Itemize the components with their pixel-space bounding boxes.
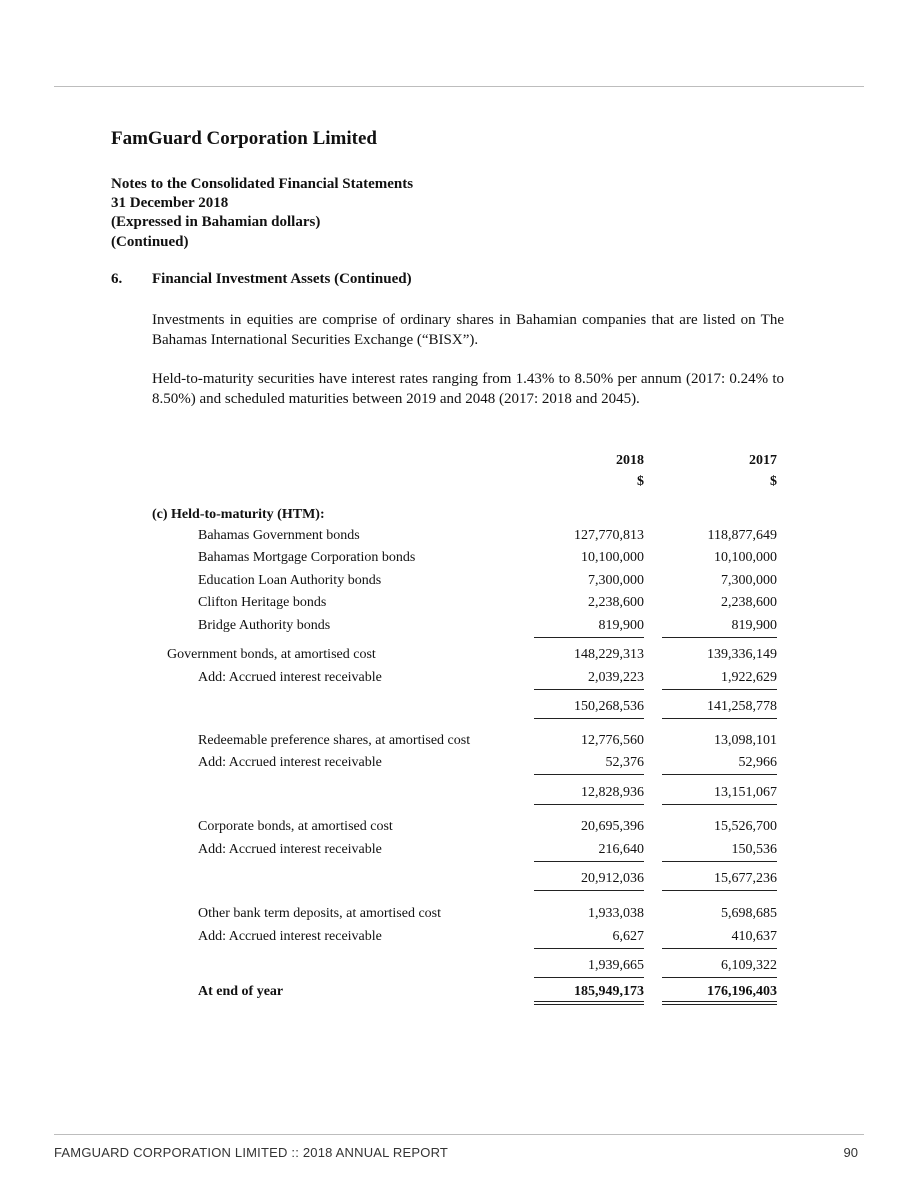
row-label: Education Loan Authority bonds xyxy=(198,573,382,588)
subtotal-underline xyxy=(662,861,777,862)
subtotal-underline xyxy=(534,861,644,862)
row-label: Bridge Authority bonds xyxy=(198,618,331,633)
row-value-2017: 2,238,600 xyxy=(721,595,777,610)
row-value-2017: 13,151,067 xyxy=(714,785,777,800)
row-value-2018: 6,627 xyxy=(612,929,644,944)
row-value-2018: 2,039,223 xyxy=(588,670,644,685)
subtotal-underline xyxy=(534,977,644,978)
row-label: Corporate bonds, at amortised cost xyxy=(198,819,393,834)
row-value-2017: 819,900 xyxy=(731,618,777,633)
paragraph-htm-rates: Held-to-maturity securities have interest rates ranging from 1.43% to 8.50% per annum (2017: 0.24% to 8.50%) and scheduled maturities between 2019 and 2048 (2017: 2018 and 2045). xyxy=(152,371,784,407)
row-label: Add: Accrued interest receivable xyxy=(198,929,382,944)
row-value-2017: 15,677,236 xyxy=(714,871,777,886)
row-value-2017: 52,966 xyxy=(738,755,777,770)
row-value-2018: 12,776,560 xyxy=(581,733,644,748)
row-value-2018: 20,695,396 xyxy=(581,819,644,834)
col-header-2018: 2018 xyxy=(616,453,644,468)
row-value-2018: 148,229,313 xyxy=(574,647,644,662)
row-value-2017: 150,536 xyxy=(731,842,777,857)
subtotal-underline xyxy=(534,774,644,775)
subtotal-underline xyxy=(662,774,777,775)
col-header-2017: 2017 xyxy=(749,453,777,468)
row-label: Add: Accrued interest receivable xyxy=(198,755,382,770)
row-value-2018: 216,640 xyxy=(598,842,644,857)
row-value-2017: 1,922,629 xyxy=(721,670,777,685)
paragraph-equities: Investments in equities are comprise of ordinary shares in Bahamian companies that are listed on The Bahamas International Securities Exchange (“BISX”). xyxy=(152,312,784,348)
subtotal-underline xyxy=(662,689,777,690)
row-value-2018: 12,828,936 xyxy=(581,785,644,800)
col-currency-2017: $ xyxy=(770,474,777,489)
row-value-2017: 6,109,322 xyxy=(721,958,777,973)
row-value-2017: 139,336,149 xyxy=(707,647,777,662)
currency-note: (Expressed in Bahamian dollars) xyxy=(111,214,321,230)
continued-note: (Continued) xyxy=(111,234,189,250)
row-label: Government bonds, at amortised cost xyxy=(167,647,376,662)
row-value-2017: 15,526,700 xyxy=(714,819,777,834)
top-divider xyxy=(54,86,864,87)
row-label: Bahamas Mortgage Corporation bonds xyxy=(198,550,416,565)
subtotal-underline xyxy=(534,890,644,891)
subtotal-underline xyxy=(534,637,644,638)
row-value-2017: 5,698,685 xyxy=(721,906,777,921)
htm-section-label: (c) Held-to-maturity (HTM): xyxy=(152,507,325,522)
statement-date: 31 December 2018 xyxy=(111,195,229,211)
row-label: Add: Accrued interest receivable xyxy=(198,670,382,685)
total-double-underline xyxy=(662,1001,777,1002)
subtotal-underline xyxy=(662,890,777,891)
section-number: 6. xyxy=(111,271,123,287)
subtotal-underline xyxy=(534,804,644,805)
row-label: Other bank term deposits, at amortised cost xyxy=(198,906,441,921)
subtotal-underline xyxy=(534,689,644,690)
row-value-2018: 52,376 xyxy=(605,755,644,770)
row-value-2018: 2,238,600 xyxy=(588,595,644,610)
subtotal-underline xyxy=(534,718,644,719)
notes-title: Notes to the Consolidated Financial Statements xyxy=(111,176,414,192)
total-value-2017: 176,196,403 xyxy=(707,984,777,999)
section-title: Financial Investment Assets (Continued) xyxy=(152,271,412,287)
row-value-2018: 7,300,000 xyxy=(588,573,644,588)
row-value-2017: 10,100,000 xyxy=(714,550,777,565)
row-value-2018: 127,770,813 xyxy=(574,528,644,543)
subtotal-underline xyxy=(662,718,777,719)
total-double-underline xyxy=(662,1004,777,1005)
row-value-2017: 7,300,000 xyxy=(721,573,777,588)
row-value-2018: 10,100,000 xyxy=(581,550,644,565)
row-value-2018: 20,912,036 xyxy=(581,871,644,886)
subtotal-underline xyxy=(662,637,777,638)
total-value-2018: 185,949,173 xyxy=(574,984,644,999)
row-value-2017: 141,258,778 xyxy=(707,699,777,714)
subtotal-underline xyxy=(534,948,644,949)
total-double-underline xyxy=(534,1004,644,1005)
company-name: FamGuard Corporation Limited xyxy=(111,128,377,149)
total-double-underline xyxy=(534,1001,644,1002)
row-label: Bahamas Government bonds xyxy=(198,528,360,543)
row-value-2017: 13,098,101 xyxy=(714,733,777,748)
row-value-2018: 1,933,038 xyxy=(588,906,644,921)
row-value-2017: 410,637 xyxy=(731,929,777,944)
row-label: Redeemable preference shares, at amortised cost xyxy=(198,733,471,748)
footer-report-title: FAMGUARD CORPORATION LIMITED :: 2018 ANNUAL REPORT xyxy=(54,1145,449,1160)
subtotal-underline xyxy=(662,804,777,805)
row-value-2018: 150,268,536 xyxy=(574,699,644,714)
footer-divider xyxy=(54,1134,864,1135)
row-value-2018: 1,939,665 xyxy=(588,958,644,973)
subtotal-underline xyxy=(662,977,777,978)
row-value-2018: 819,900 xyxy=(598,618,644,633)
row-value-2017: 118,877,649 xyxy=(707,528,777,543)
total-label: At end of year xyxy=(198,984,284,999)
subtotal-underline xyxy=(662,948,777,949)
row-label: Add: Accrued interest receivable xyxy=(198,842,382,857)
row-label: Clifton Heritage bonds xyxy=(198,595,327,610)
col-currency-2018: $ xyxy=(637,474,644,489)
page-number: 90 xyxy=(843,1145,858,1160)
